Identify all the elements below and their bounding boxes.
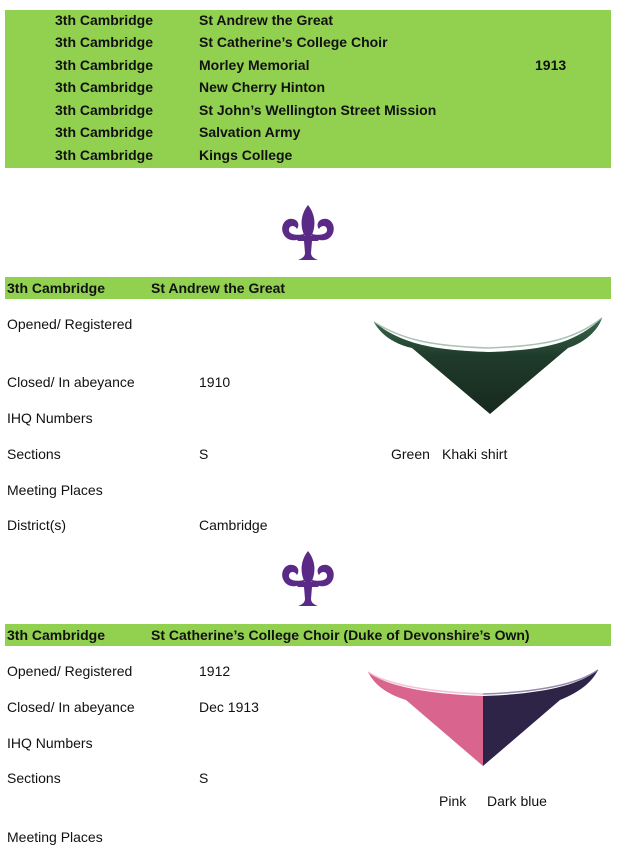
table-row <box>5 77 611 99</box>
row-group: 3th Cambridge <box>55 12 154 28</box>
row-group: 3th Cambridge <box>55 147 154 163</box>
row-group: 3th Cambridge <box>55 124 154 140</box>
neckerchief-image <box>366 668 600 768</box>
neckerchief-colour-right: Dark blue <box>487 793 547 809</box>
row-name: New Cherry Hinton <box>199 79 326 95</box>
table-row <box>5 32 611 54</box>
row-group: 3th Cambridge <box>55 57 154 73</box>
section-name: St Catherine’s College Choir (Duke of Devonshire’s Own) <box>151 627 530 643</box>
summary-table <box>5 10 611 168</box>
label-ihq: IHQ Numbers <box>7 410 93 426</box>
label-sections: Sections <box>7 446 61 462</box>
row-name: St John’s Wellington Street Mission <box>199 102 437 118</box>
value-closed: Dec 1913 <box>199 699 259 715</box>
section-name: St Andrew the Great <box>151 280 286 296</box>
label-meeting: Meeting Places <box>7 482 103 498</box>
neckerchief-image <box>372 316 604 418</box>
neckerchief-colour-left: Pink <box>439 793 467 809</box>
row-group: 3th Cambridge <box>55 102 154 118</box>
neckerchief-colour: Green <box>391 446 430 462</box>
shirt-colour: Khaki shirt <box>442 446 508 462</box>
label-ihq: IHQ Numbers <box>7 735 93 751</box>
row-name: Kings College <box>199 147 293 163</box>
fleur-de-lis-icon <box>278 549 338 609</box>
value-closed: 1910 <box>199 374 231 390</box>
label-opened: Opened/ Registered <box>7 663 133 679</box>
table-row <box>5 100 611 122</box>
label-district: District(s) <box>7 517 67 533</box>
row-name: Morley Memorial <box>199 57 310 73</box>
section-group: 3th Cambridge <box>7 627 106 643</box>
label-closed: Closed/ In abeyance <box>7 374 135 390</box>
row-name: St Catherine’s College Choir <box>199 34 388 50</box>
table-row <box>5 122 611 144</box>
table-row <box>5 10 611 32</box>
value-district: Cambridge <box>199 517 268 533</box>
value-opened: 1912 <box>199 663 231 679</box>
row-name: Salvation Army <box>199 124 301 140</box>
fleur-de-lis-icon <box>278 203 338 263</box>
row-group: 3th Cambridge <box>55 79 154 95</box>
table-row <box>5 55 611 77</box>
label-opened: Opened/ Registered <box>7 316 133 332</box>
label-closed: Closed/ In abeyance <box>7 699 135 715</box>
label-sections: Sections <box>7 770 61 786</box>
row-group: 3th Cambridge <box>55 34 154 50</box>
label-meeting: Meeting Places <box>7 829 103 845</box>
section-header <box>5 624 611 646</box>
value-sections: S <box>199 446 209 462</box>
section-group: 3th Cambridge <box>7 280 106 296</box>
row-year: 1913 <box>535 57 567 73</box>
table-row <box>5 145 611 167</box>
section-header <box>5 277 611 299</box>
row-name: St Andrew the Great <box>199 12 334 28</box>
value-sections: S <box>199 770 209 786</box>
